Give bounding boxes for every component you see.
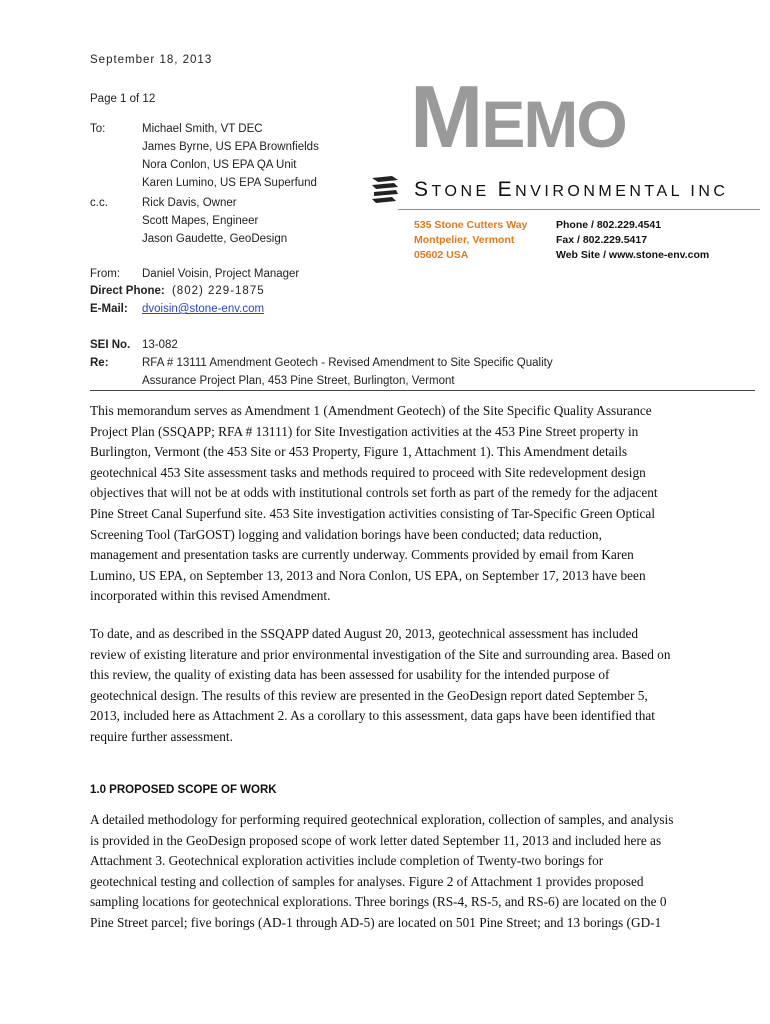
text-line: Screening Tool (TarGOST) logging and validation borings have been conducted; data reduction, xyxy=(90,526,602,542)
address-line: 05602 USA xyxy=(414,249,469,261)
stone-logo-icon xyxy=(370,174,400,209)
text-line: objectives that will not be at odds with institutional controls set forth as part of the remedy for the adjacent xyxy=(90,485,658,501)
company-name-s: S xyxy=(414,178,432,201)
address-line: Montpelier, Vermont xyxy=(414,234,515,246)
page-number: Page 1 of 12 xyxy=(90,93,156,105)
memo-title xyxy=(410,62,626,179)
cc-label: c.c. xyxy=(90,197,108,209)
re-label: Re: xyxy=(90,357,109,369)
from-label: From: xyxy=(90,268,121,280)
paragraph-1 xyxy=(90,401,685,607)
contact-line: Web Site / www.stone-env.com xyxy=(556,249,710,261)
phone-label: Direct Phone: xyxy=(90,285,165,297)
from-value: Daniel Voisin, Project Manager xyxy=(142,268,300,280)
text-line: sampling locations for geotechnical explorations. Three borings (RS-4, RS-5, and RS-6) are located on the 0 xyxy=(90,894,667,910)
text-line: Project Plan (SSQAPP; RFA # 13111) for Site Investigation activities at the 453 Pine Street property in xyxy=(90,423,639,439)
direct-phone-row xyxy=(90,282,265,300)
company-name-e: E xyxy=(497,178,516,201)
cc-recipients xyxy=(142,194,287,248)
sei-label: SEI No. xyxy=(90,339,131,351)
cc-recipient: Rick Davis, Owner xyxy=(142,197,237,209)
text-line: Pine Street parcel; five borings (AD-1 through AD-5) are located on 501 Pine Street; and 13 borings (GD-1 xyxy=(90,914,662,930)
section-heading: 1.0 PROPOSED SCOPE OF WORK xyxy=(90,784,277,796)
re-line: Assurance Project Plan, 453 Pine Street, Burlington, Vermont xyxy=(142,375,455,387)
text-line: this review, the quality of existing data has been assessed for usability for the intended purpose of xyxy=(90,667,610,683)
phone-value: (802) 229-1875 xyxy=(171,285,265,297)
paragraph-3 xyxy=(90,810,685,934)
company-name-tone: TONE xyxy=(431,183,498,200)
text-line: Attachment 3. Geotechnical exploration activities include completion of Twenty-two borings for xyxy=(90,853,604,869)
re-line: RFA # 13111 Amendment Geotech - Revised Amendment to Site Specific Quality xyxy=(142,357,553,369)
text-line: geotechnical design. The results of this review are presented in the GeoDesign report dated September 5, xyxy=(90,687,648,703)
cc-recipient: Jason Gaudette, GeoDesign xyxy=(142,233,288,245)
contact-line: Fax / 802.229.5417 xyxy=(556,234,648,246)
text-line: require further assessment. xyxy=(90,728,233,744)
address-line: 535 Stone Cutters Way xyxy=(414,219,528,231)
memo-title-first: M xyxy=(410,67,482,166)
sei-value: 13-082 xyxy=(142,339,178,351)
email-link[interactable]: dvoisin@stone-env.com xyxy=(142,303,265,315)
recipient: Karen Lumino, US EPA Superfund xyxy=(142,177,317,189)
header-divider xyxy=(90,390,755,391)
email-label: E-Mail: xyxy=(90,303,128,315)
memo-date: September 18, 2013 xyxy=(90,54,213,66)
text-line: 2013, included here as Attachment 2. As a corollary to this assessment, data gaps have been identified that xyxy=(90,708,655,724)
text-line: review of existing literature and prior environmental investigation of the Site and surrounding area. Based on xyxy=(90,646,671,662)
text-line: Lumino, US EPA, on September 13, 2013 and Nora Conlon, US EPA, on September 17, 2013 have been xyxy=(90,567,646,583)
re-subject xyxy=(142,354,553,390)
recipient: James Byrne, US EPA Brownfields xyxy=(142,141,319,153)
text-line: This memorandum serves as Amendment 1 (Amendment Geotech) of the Site Specific Quality Assurance xyxy=(90,403,652,418)
company-name xyxy=(414,178,728,202)
company-contact xyxy=(556,218,709,263)
memo-title-rest: EMO xyxy=(481,87,626,161)
text-line: A detailed methodology for performing required geotechnical exploration, collection of samples, and analysis xyxy=(90,812,674,827)
recipient: Michael Smith, VT DEC xyxy=(142,123,263,135)
text-line: is provided in the GeoDesign proposed scope of work letter dated September 11, 2013 and included here as xyxy=(90,832,662,848)
text-line: geotechnical testing and collection of samples for analyses. Figure 2 of Attachment 1 provides proposed xyxy=(90,873,644,889)
company-address xyxy=(414,218,527,263)
company-name-rest: NVIRONMENTAL INC xyxy=(515,183,729,200)
text-line: incorporated within this revised Amendment. xyxy=(90,588,331,604)
letterhead-divider xyxy=(398,209,760,210)
cc-recipient: Scott Mapes, Engineer xyxy=(142,215,259,227)
text-line: Burlington, Vermont (the 453 Site or 453 Property, Figure 1, Attachment 1). This Amendment details xyxy=(90,444,628,460)
text-line: geotechnical 453 Site assessment tasks and methods required to proceed with Site redevelopment design xyxy=(90,464,646,480)
contact-line: Phone / 802.229.4541 xyxy=(556,219,662,231)
text-line: To date, and as described in the SSQAPP dated August 20, 2013, geotechnical assessment has included xyxy=(90,626,639,641)
text-line: management and presentation tasks are currently underway. Comments provided by email from Karen xyxy=(90,547,634,563)
recipient: Nora Conlon, US EPA QA Unit xyxy=(142,159,297,171)
paragraph-2 xyxy=(90,624,685,748)
to-label: To: xyxy=(90,123,106,135)
to-recipients xyxy=(142,120,319,192)
text-line: Pine Street Canal Superfund site. 453 Site investigation activities consisting of Tar-Specific Green Optical xyxy=(90,505,656,521)
